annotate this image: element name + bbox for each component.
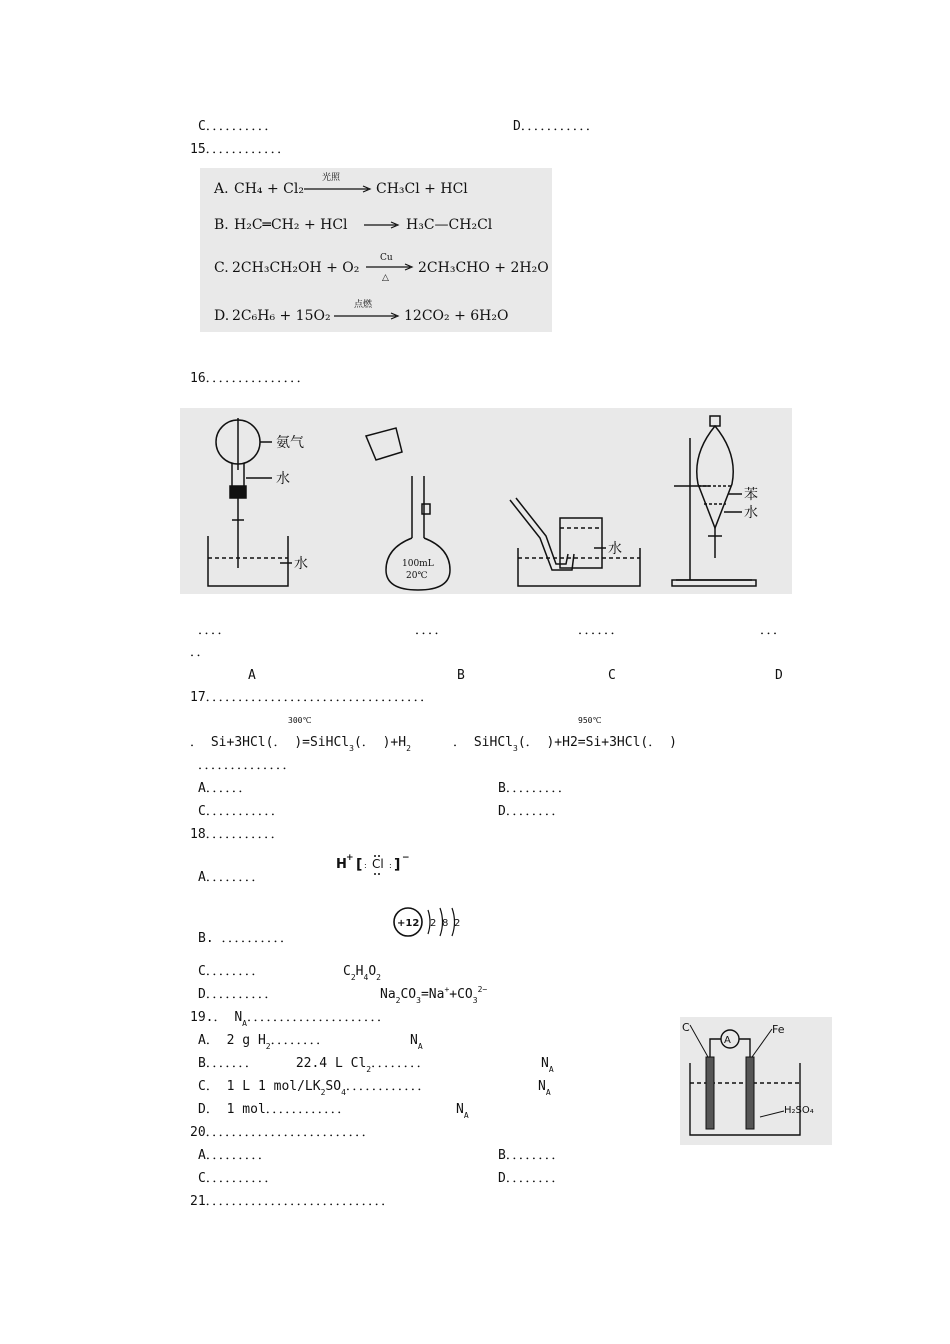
q17-option-a: A．．．．．． <box>198 781 252 796</box>
question-16-title: 16．．．．．．．．．．．．．．． <box>190 371 310 386</box>
equation-2: ． SiHCl$_3$(． )+H2=Si+3HCl(． ) <box>453 735 677 753</box>
reaction-a-condition: 光照 <box>322 173 341 183</box>
label-flask-volume: 100mL <box>402 559 434 569</box>
question-17-prompt: ．．．．．．．．．．．．．． <box>198 758 296 773</box>
svg-text::: : <box>389 861 392 870</box>
reaction-equations-figure <box>200 168 552 332</box>
q18-option-d: D．．．．．．．．．． <box>198 987 278 1002</box>
reaction-b-label: B. <box>214 217 229 233</box>
magnesium-atom-diagram <box>390 900 470 946</box>
letter-a: A <box>248 668 256 683</box>
reaction-c-label: C. <box>214 260 229 276</box>
svg-text:Cl: Cl <box>372 857 384 871</box>
option-c-text: C．．．．．．．．．． <box>198 119 278 134</box>
reaction-d-reactants: 2C₆H₆ + 15O₂ <box>232 308 331 324</box>
svg-text::: : <box>364 861 367 870</box>
reaction-c <box>214 253 549 283</box>
caption-a: ．．．． <box>198 623 231 638</box>
letter-b: B <box>457 668 465 683</box>
equation-1: ． Si+3HCl(． )=SiHCl$_3$(． )$+H_2$ <box>190 735 411 753</box>
svg-text:H: H <box>336 857 347 872</box>
reaction-c-reactants: 2CH₃CH₂OH + O₂ <box>232 260 360 276</box>
q17-option-b: B．．．．．．．．． <box>498 781 571 796</box>
temp-950: 950℃ <box>578 716 602 725</box>
question-15-title: 15．．．．．．．．．．．． <box>190 142 291 157</box>
hcl-electron-structure <box>336 850 416 882</box>
reaction-a-label: A. <box>214 181 229 197</box>
svg-text:−: − <box>402 853 410 863</box>
question-20-title: 20．．．．．．．．．．．．．．．．．．．．．．．．． <box>190 1125 375 1140</box>
label-water-beaker: 水 <box>294 556 308 572</box>
svg-text:]: ] <box>394 857 401 873</box>
lab-apparatus-figure <box>180 408 792 594</box>
q18-option-c: C．．．．．．．． <box>198 964 265 979</box>
label-water-top: 水 <box>276 471 290 487</box>
reaction-a-reactants: CH₄ + Cl₂ <box>234 181 304 197</box>
svg-text:2: 2 <box>430 918 437 929</box>
q19-option-d: D． 1 mol．．．．．．．．．．．． <box>198 1102 351 1117</box>
q18-option-d-formula: $Na_2CO_3=Na^++CO_3^{2-}$ <box>380 985 488 1005</box>
ammeter-label: A <box>724 1035 731 1046</box>
reaction-b <box>214 217 493 233</box>
question-18-title: 18．．．．．．．．．．． <box>190 827 284 842</box>
svg-text:8: 8 <box>442 918 449 929</box>
q18-option-a: A．．．．．．．． <box>198 870 265 885</box>
q19-option-d-na: $N_A$ <box>456 1102 469 1120</box>
q18-option-c-formula: $C_2H_4O_2$ <box>343 964 381 982</box>
option-d-text: D．．．．．．．．．．． <box>513 119 599 134</box>
reaction-d <box>214 298 508 324</box>
q20-option-b: B．．．．．．．． <box>498 1148 565 1163</box>
reaction-a-products: CH₃Cl + HCl <box>376 181 468 197</box>
q20-option-c: C．．．．．．．．．． <box>198 1171 278 1186</box>
q18-option-b: B. ．．．．．．．．．． <box>198 931 293 946</box>
reaction-d-condition: 点燃 <box>354 300 373 310</box>
question-17-title: 17．．．．．．．．．．．．．．．．．．．．．．．．．．．．．．．．．． <box>190 690 434 705</box>
reaction-d-label: D. <box>214 308 230 324</box>
svg-text:[: [ <box>356 857 363 873</box>
question-21-title: 21．．．．．．．．．．．．．．．．．．．．．．．．．．．． <box>190 1194 395 1209</box>
q17-option-c: C．．．．．．．．．．． <box>198 804 284 819</box>
q17-option-d: D．．．．．．．． <box>498 804 565 819</box>
label-benzene: 苯 <box>744 487 758 503</box>
q19-option-a-na: $N_A$ <box>410 1033 423 1051</box>
q19-option-b-na: $N_A$ <box>541 1056 554 1074</box>
svg-text:2: 2 <box>454 918 461 929</box>
reaction-a <box>213 171 468 197</box>
acid-label: H₂SO₄ <box>784 1105 814 1116</box>
reaction-c-heat: △ <box>382 273 389 283</box>
reaction-c-products: 2CH₃CHO + 2H₂O <box>418 260 549 276</box>
caption-d: ．．． <box>760 623 787 638</box>
label-water-funnel: 水 <box>744 505 758 521</box>
iron-electrode <box>746 1057 754 1129</box>
svg-text:+: + <box>346 853 354 863</box>
q20-option-a: A．．．．．．．．． <box>198 1148 271 1163</box>
galvanic-cell-figure <box>680 1017 832 1145</box>
q19-option-c: C． 1 L 1 mol/$LK_2SO_4$．．．．．．．．．．．． <box>198 1079 431 1097</box>
iron-label: Fe <box>772 1023 785 1036</box>
reaction-b-products: H₃C—CH₂Cl <box>406 217 493 233</box>
temp-300: 300℃ <box>288 716 312 725</box>
carbon-electrode <box>706 1057 714 1129</box>
caption-b: ．．．． <box>415 623 448 638</box>
reaction-c-catalyst: Cu <box>380 253 393 263</box>
label-water-trough: 水 <box>608 541 622 557</box>
q19-option-c-na: $N_A$ <box>538 1079 551 1097</box>
reaction-d-products: 12CO₂ + 6H₂O <box>404 308 509 324</box>
label-flask-temp: 20℃ <box>406 571 428 581</box>
letter-c: C <box>608 668 616 683</box>
letter-d: D <box>775 668 783 683</box>
label-ammonia: 氨气 <box>276 435 304 451</box>
caption-d-wrap: ．． <box>190 645 210 660</box>
q19-option-b: B．．．．．．． 22.4 L $Cl_2$．．．．．．．． <box>198 1056 430 1074</box>
q19-option-a: A． 2 g $H_2$．．．．．．．． <box>198 1033 330 1051</box>
reaction-b-reactants: H₂C═CH₂ + HCl <box>234 217 348 233</box>
carbon-label: C <box>682 1021 690 1034</box>
q20-option-d: D．．．．．．．． <box>498 1171 565 1186</box>
svg-text:+12: +12 <box>397 918 420 929</box>
caption-c: ．．．．．． <box>578 623 624 638</box>
question-19-title: 19.． $N_A$．．．．．．．．．．．．．．．．．．．．． <box>190 1010 390 1028</box>
